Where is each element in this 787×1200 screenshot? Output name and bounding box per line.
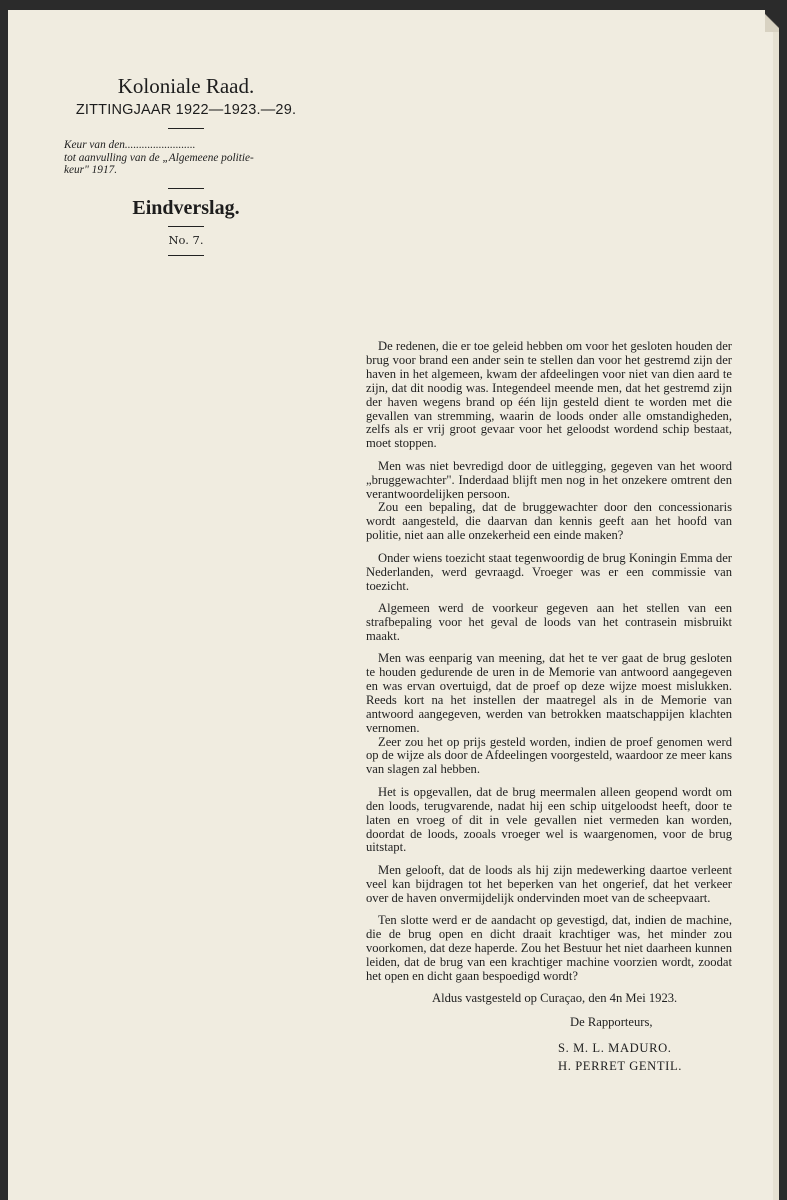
- scan-border: [0, 0, 787, 10]
- paragraph: Men was niet bevredigd door de uitlegging, gegeven van het woord „bruggewachter". Inderdaad blijft men nog in het onzekere omtrent den verantwoordelijken persoon.: [366, 458, 732, 501]
- subject-line-3: keur" 1917.: [64, 164, 118, 176]
- divider: [168, 255, 204, 256]
- rapporteur-name: H. PERRET GENTIL.: [558, 1058, 683, 1073]
- page-corner: [765, 10, 779, 32]
- rapporteurs-label: De Rapporteurs,: [570, 1014, 653, 1029]
- session-year: ZITTINGJAAR 1922—1923.—29.: [75, 102, 297, 118]
- page-edge: [773, 10, 779, 1200]
- paragraph: Algemeen werd de voorkeur gegeven aan het stellen van een strafbepaling voor het geval de loods van het contrasein misbruikt maakt.: [366, 600, 732, 643]
- paragraph: De redenen, die er toe geleid hebben om voor het gesloten houden der brug voor brand een ander sein te stellen dan voor het gestremd zijn der haven in het algemeen, kwam der afdeelingen voor niet van dien aard te zijn, dat dit noodig was. Integendeel meende men, dat het gestremd zijn der haven wegens brand op één lijn gesteld dient te worden met die gevallen van stremming, waarin de loods onder alle omstandigheden, zelfs als er vrij groot gevaar voor het geloodst wordend schip bestaat, moet stoppen.: [366, 339, 732, 451]
- report-number: No. 7.: [168, 232, 204, 247]
- paragraph: Men gelooft, dat de loods als hij zijn medewerking daartoe verleent veel kan bijdragen tot het beperken van het ongerief, dat het verkeer over de haven onvermijdelijk ondervinden moet van de scheepvaart.: [366, 862, 732, 905]
- council-title: Koloniale Raad.: [117, 74, 255, 98]
- paragraph: Onder wiens toezicht staat tegenwoordig de brug Koningin Emma der Nederlanden, werd gevraagd. Vroeger was er een commissie van toezicht.: [366, 550, 732, 593]
- divider: [168, 188, 204, 189]
- paragraph: Ten slotte werd er de aandacht op gevestigd, dat, indien de machine, die de brug open en dicht draait krachtiger was, het minder zou voorkomen, dat deze haperde. Zou het Bestuur het niet daarheen kunnen leiden, dat de brug van een krachtiger machine voorzien wordt, zoodat het open en dicht gaan bespoedigd wordt?: [366, 913, 732, 983]
- place-date: Aldus vastgesteld op Curaçao, den 4n Mei 1923.: [432, 991, 678, 1006]
- document-page: [8, 10, 779, 1200]
- paragraph: Zou een bepaling, dat de bruggewachter door den concessionaris wordt aangesteld, die daarvan dan kennis geeft aan het hoofd van politie, niet aan alle onzekerheid een einde maken?: [366, 500, 732, 543]
- rapporteur-name: S. M. L. MADURO.: [558, 1040, 672, 1055]
- report-body: [366, 340, 732, 1074]
- subject-line-2: tot aanvulling van de „Algemeene politie-: [64, 151, 254, 164]
- paragraph: Men was eenparig van meening, dat het te ver gaat de brug gesloten te houden gedurende de uren in de Memorie van antwoord aangegeven en was ervan overtuigd, dat de proef op deze wijze moest mislukken. Reeds kort na het instellen der maatregel als in de Memorie van antwoord aangegeven, werden van betrokken maatschappijen klachten vernomen.: [366, 651, 732, 735]
- report-type: Eindverslag.: [132, 196, 240, 219]
- paragraph: Het is opgevallen, dat de brug meermalen alleen geopend wordt om den loods, terugvarende, nadat hij een schip uitgeloodst heeft, door te laten en vroeg of dit in vele gevallen niet vermeden kan worden, doordat de loods, zooals vroeger wel is waargenomen, voor de brug uitstapt.: [366, 784, 732, 855]
- divider: [168, 128, 204, 129]
- divider: [168, 226, 204, 227]
- document-header: [58, 74, 314, 266]
- subject-line-1: Keur van den.........................: [64, 139, 196, 151]
- paragraph: Zeer zou het op prijs gesteld worden, indien de proef genomen werd op de wijze als door de Afdeelingen voorgesteld, waardoor ze meer kans van slagen zal hebben.: [366, 734, 732, 777]
